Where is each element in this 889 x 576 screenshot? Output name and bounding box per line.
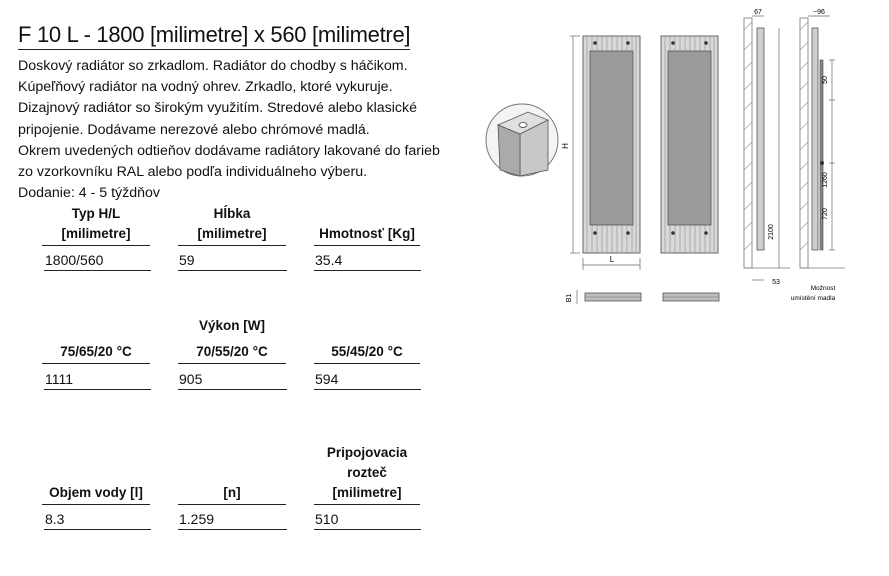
description-line: Dizajnový radiátor so širokým využitím. Stredové alebo klasické xyxy=(18,100,417,117)
value-output-70: 905 xyxy=(178,369,287,390)
header-connection-spacing: Pripojovacia rozteč [milimetre] xyxy=(314,443,420,505)
description-line: Dodanie: 4 - 5 týždňov xyxy=(18,185,160,202)
value-output-55: 594 xyxy=(314,369,421,390)
side-view-handle xyxy=(800,16,845,268)
header-temp-70: 70/55/20 °C xyxy=(178,342,286,364)
radiator-front-view xyxy=(570,36,640,270)
radiator-bottom-view xyxy=(577,290,719,304)
description-line: pripojenie. Dodávame nerezové alebo chrómové madlá. xyxy=(18,121,370,138)
radiator-front-view-alt xyxy=(661,36,718,253)
dim-53-label: 53 xyxy=(772,279,780,286)
description-line: Kúpeľňový radiátor na vodný ohrev. Zrkadlo, ktoré vykuruje. xyxy=(18,79,393,96)
value-type: 1800/560 xyxy=(44,250,151,271)
value-weight: 35.4 xyxy=(314,250,421,271)
header-depth: Hĺbka [milimetre] xyxy=(178,204,286,246)
header-temp-75: 75/65/20 °C xyxy=(42,342,150,364)
dim-50-label: 50 xyxy=(822,76,829,84)
description-line: zo vzorkovníku RAL alebo podľa individuálneho výberu. xyxy=(18,164,368,181)
corner-detail-icon xyxy=(486,104,558,176)
value-depth: 59 xyxy=(178,250,287,271)
header-temp-55: 55/45/20 °C xyxy=(314,342,420,364)
header-weight: Hmotnosť [Kg] xyxy=(314,224,420,246)
dim-2100-label: 2100 xyxy=(768,224,775,240)
dim-length-label: L xyxy=(609,255,615,264)
value-output-75: 1111 xyxy=(44,369,151,390)
dim-side-label: ~96 xyxy=(813,9,825,16)
dim-720-label: 720 xyxy=(822,208,829,220)
value-water-volume: 8.3 xyxy=(44,509,151,530)
dim-b1-label: B1 xyxy=(566,293,573,303)
header-water-volume: Objem vody [l] xyxy=(42,483,150,505)
page-title: F 10 L - 1800 [milimetre] x 560 [milimetre] xyxy=(18,22,410,50)
output-group-title: Výkon [W] xyxy=(199,318,265,333)
handle-note-line2: umístění madla xyxy=(790,295,836,302)
header-type: Typ H/L [milimetre] xyxy=(42,204,150,246)
handle-note-line1: Možnost xyxy=(810,285,836,292)
dim-depth-label: 67 xyxy=(754,9,762,16)
dim-1260-label: 1260 xyxy=(822,172,829,188)
side-view-wall xyxy=(744,16,790,280)
value-connection-spacing: 510 xyxy=(314,509,421,530)
description-line: Okrem uvedených odtieňov dodávame radiátory lakované do farieb xyxy=(18,142,440,159)
description-line: Doskový radiátor so zrkadlom. Radiátor do chodby s háčikom. xyxy=(18,58,408,74)
header-exponent: [n] xyxy=(178,483,286,505)
dim-height-label: H xyxy=(561,143,570,149)
value-exponent: 1.259 xyxy=(178,509,287,530)
